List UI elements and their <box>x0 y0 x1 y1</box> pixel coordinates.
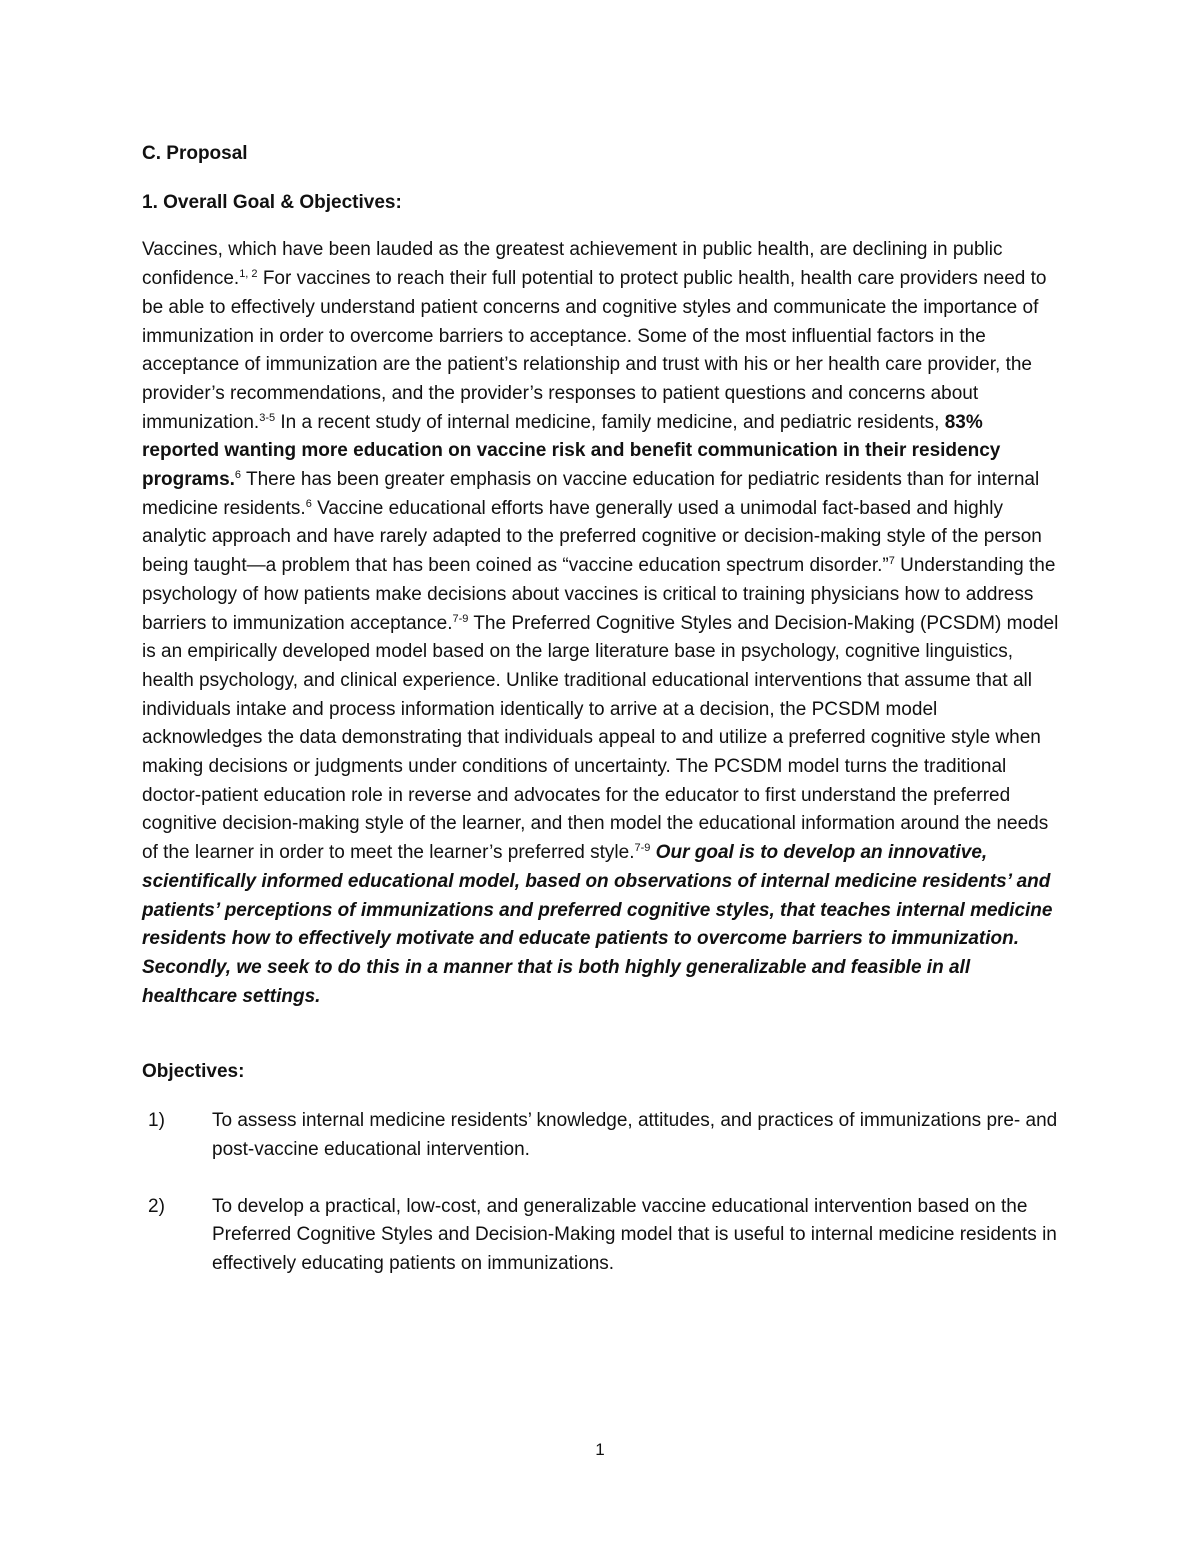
citation-ref: 7-9 <box>452 612 469 625</box>
sentence-4: There has been greater emphasis on vaccine education for pediatric residents than for internal medicine residents. <box>142 469 1040 519</box>
citation-ref: 7-9 <box>634 842 651 855</box>
bold-statistic: 83% reported wanting more education on vaccine risk and benefit communication in their residency programs. <box>142 411 1001 491</box>
sentence-7: The Preferred Cognitive Styles and Decision-Making (PCSDM) model is an empirically developed model based on the large literature base in psychology, cognitive linguistics, health psychology, and clinical experience. Unlike traditional educational interventions that assume that all individuals intake and process information identically to arrive at a decision, the PCSDM model acknowledges the data demonstrating that individuals appeal to and utilize a preferred cognitive style when making decisions or judgments under conditions of uncertainty. The PCSDM model turns the traditional doctor-patient education role in reverse and advocates for the educator to first understand the preferred cognitive decision-making style of the learner, and then model the educational information around the needs of the learner in order to meet the learner’s preferred style. <box>142 612 1059 864</box>
sentence-6: Understanding the psychology of how patients make decisions about vaccines is critical to training physicians how to address barriers to immunization acceptance. <box>142 555 1056 634</box>
page-content <box>142 140 1060 1307</box>
objective-number: 1) <box>148 1110 165 1132</box>
citation-ref: 1, 2 <box>239 268 258 281</box>
objective-text: To assess internal medicine residents’ knowledge, attitudes, and practices of immunizations pre- and post-vaccine educational intervention. <box>212 1110 1058 1160</box>
citation-ref: 6 <box>234 469 242 482</box>
objective-item <box>142 1193 1060 1279</box>
sentence-5: Vaccine educational efforts have generally used a unimodal fact-based and highly analytic approach and have rarely adapted to the preferred cognitive or decision-making style of the person being taught—a problem that has been coined as “vaccine education spectrum disorder.” <box>142 497 1042 577</box>
objective-number: 2) <box>148 1195 165 1217</box>
objective-item <box>142 1107 1060 1164</box>
objective-text: To develop a practical, low-cost, and generalizable vaccine educational intervention based on the Preferred Cognitive Styles and Decision-Making model that is useful to internal medicine residents in effectively educating patients on immunizations. <box>212 1195 1057 1274</box>
citation-ref: 3-5 <box>259 411 276 424</box>
page-number: 1 <box>595 1440 605 1459</box>
goal-paragraph <box>142 236 1060 1011</box>
section-title: C. Proposal <box>142 143 248 164</box>
citation-ref: 7 <box>888 555 895 568</box>
goal-statement: Our goal is to develop an innovative, scientifically informed educational model, based on observations of internal medicine residents’ and patients’ perceptions of immunizations and preferred cognitive styles, that teaches internal medicine residents how to effectively motivate and educate patients to overcome barriers to immunization. Secondly, we seek to do this in a manner that is both highly generalizable and feasible in all healthcare settings. <box>142 842 1053 1007</box>
objectives-list <box>142 1107 1060 1279</box>
sentence-1: Vaccines, which have been lauded as the greatest achievement in public health, are declining in public confidence. <box>142 239 1003 290</box>
citation-ref: 6 <box>305 497 312 510</box>
subsection-title: 1. Overall Goal & Objectives: <box>142 191 402 213</box>
sentence-3: In a recent study of internal medicine, family medicine, and pediatric residents, <box>275 411 945 433</box>
objectives-title: Objectives: <box>142 1061 245 1083</box>
sentence-2: For vaccines to reach their full potential to protect public health, health care providers need to be able to effectively understand patient concerns and cognitive styles and communicate the importance of immunization in order to overcome barriers to acceptance. Some of the most influential factors in the acceptance of immunization are the patient’s relationship and trust with his or her health care provider, the provider’s recommendations, and the provider’s responses to patient questions and concerns about immunization. <box>142 268 1047 433</box>
